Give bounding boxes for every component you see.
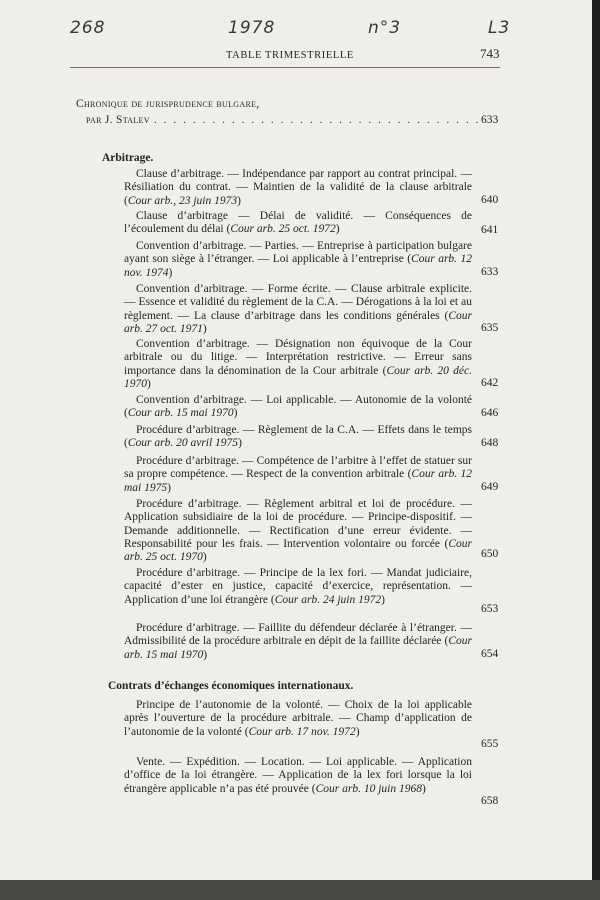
entry-page: 653 <box>481 603 499 615</box>
section-heading-arbitrage: Arbitrage. <box>102 152 154 164</box>
entry-text: Procédure d’arbitrage. — Règlement de la C.A. — Effets dans le temps <box>136 424 472 436</box>
entry-page: 646 <box>481 407 499 419</box>
entry-text: Principe de l’autonomie de la volonté. — Choix de la loi applicable après l’ouverture de la procédure arbitrale. — Champ d’application de l’autonomie de la volonté <box>124 699 472 738</box>
entry-page: 641 <box>481 224 499 236</box>
entry-citation: Cour arb. 15 mai 1970 <box>124 635 472 661</box>
entry-page: 654 <box>481 648 499 660</box>
handwritten-note-left: 268 <box>70 18 106 38</box>
scan-edge-bottom <box>0 880 600 900</box>
running-header-page-number: 743 <box>480 46 500 61</box>
entry-text: Procédure d’arbitrage. — Règlement arbitral et loi de procédure. — Application subsidiaire de la loi de procédure. — Principe-dispositif. — Demande additionnelle. — Rectification d’une erreur évidente. — Responsabilité pour les frais. — Intervention volontaire ou forcée <box>124 498 472 550</box>
entry-citation: Cour arb. 25 oct. 1972 <box>230 223 336 236</box>
entry-text: Vente. — Expédition. — Location. — Loi applicable. — Application d’office de la loi étrangère. — Application de la lex fori lorsque la loi étrangère applicable n’a pas été prouvée <box>124 756 472 795</box>
entry-page: 648 <box>481 437 499 449</box>
index-entry: Principe de l’autonomie de la volonté. — Choix de la loi applicable après l’ouverture de la procédure arbitrale. — Champ d’application de l’autonomie de la volonté (Cour arb. 17 nov. 1972) <box>124 699 472 738</box>
entry-citation: Cour arb. 12 mai 1975 <box>124 468 473 494</box>
entry-citation: Cour arb., 23 juin 1973 <box>127 194 238 207</box>
entry-page: 642 <box>481 377 499 389</box>
chronicle-author-line <box>86 114 482 126</box>
entry-page: 649 <box>481 481 499 493</box>
entry-page: 650 <box>481 548 499 560</box>
entry-page: 633 <box>481 266 499 278</box>
index-entry: Convention d’arbitrage. — Désignation non équivoque de la Cour arbitrale ou du litige. — Interprétation restrictive. — Erreur sans importance dans la dénomination de la Cour arbitrale (Cour arb. 20 déc. 1970) <box>124 338 472 390</box>
entry-text: Clause d’arbitrage. — Indépendance par rapport au contrat principal. — Résiliation du contrat. — Maintien de la validité de la clause arbitrale <box>124 168 472 194</box>
leader-dots <box>154 114 478 126</box>
entry-citation: Cour arb. 20 déc. 1970 <box>124 364 472 390</box>
entry-text: Convention d’arbitrage. — Parties. — Entreprise à participation bulgare ayant son siège à l’étranger. — Loi applicable à l’entreprise <box>124 240 472 266</box>
index-entry: Procédure d’arbitrage. — Compétence de l’arbitre à l’effet de statuer sur sa propre compétence. — Respect de la convention arbitrale (Cour arb. 12 mai 1975) <box>124 455 473 494</box>
header-divider <box>70 67 500 68</box>
entry-text: Procédure d’arbitrage. — Compétence de l’arbitre à l’effet de statuer sur sa propre compétence. — Respect de la convention arbitrale <box>124 455 472 481</box>
index-entry: Clause d’arbitrage — Délai de validité. — Conséquences de l’écoulement du délai (Cour arb. 25 oct. 1972) <box>124 210 472 236</box>
entry-text: Convention d’arbitrage. — Forme écrite. — Clause arbitrale explicite. — Essence et validité du règlement de la C.A. — Dérogations à la loi et au règlement. — La clause d’arbitrage dans les conditions générales <box>124 283 472 322</box>
index-entry: Procédure d’arbitrage. — Faillite du défendeur déclarée à l’étranger. — Admissibilité de la procédure arbitrale en dépit de la faillite déclarée (Cour arb. 15 mai 1970) <box>124 622 472 661</box>
index-entry: Procédure d’arbitrage. — Règlement de la C.A. — Effets dans le temps (Cour arb. 20 avril 1975) <box>124 424 472 450</box>
entry-citation: Cour arb. 12 nov. 1974 <box>124 253 473 279</box>
entry-citation: Cour arb. 15 mai 1970 <box>127 407 234 420</box>
section-heading-contrats: Contrats d’échanges économiques internationaux. <box>108 680 354 692</box>
running-header-title: TABLE TRIMESTRIELLE <box>226 50 354 61</box>
index-entry: Convention d’arbitrage. — Loi applicable. — Autonomie de la volonté (Cour arb. 15 mai 1970) <box>124 394 472 420</box>
entry-page: 655 <box>481 738 499 750</box>
chronicle-page: 633 <box>481 114 499 126</box>
entry-citation: Cour arb. 24 juin 1972 <box>274 593 382 606</box>
index-entry: Convention d’arbitrage. — Parties. — Entreprise à participation bulgare ayant son siège à l’étranger. — Loi applicable à l’entreprise (Cour arb. 12 nov. 1974) <box>124 240 473 279</box>
handwritten-note-right: L3 <box>488 18 511 38</box>
entry-text: Procédure d’arbitrage. — Principe de la lex fori. — Mandat judiciaire, capacité d’ester en justice, capacité d’exercice, représentation. — Application d’une loi étrangère <box>124 567 472 606</box>
entry-citation: Cour arb. 25 oct. 1970 <box>124 537 472 564</box>
entry-page: 658 <box>481 795 499 807</box>
index-entry: Procédure d’arbitrage. — Principe de la lex fori. — Mandat judiciaire, capacité d’ester en justice, capacité d’exercice, représentation. — Application d’une loi étrangère (Cour arb. 24 juin 1972) <box>124 567 472 606</box>
handwritten-note-year: 1978 <box>228 18 276 38</box>
index-entry: Vente. — Expédition. — Location. — Loi applicable. — Application d’office de la loi étrangère. — Application de la lex fori lorsque la loi étrangère applicable n’a pas été prouvée (Cour arb. 10 juin 1968) <box>124 756 472 795</box>
scan-edge-right <box>592 0 600 900</box>
entry-citation: Cour arb. 17 nov. 1972 <box>248 725 356 738</box>
entry-page: 635 <box>481 322 499 334</box>
index-entry: Clause d’arbitrage. — Indépendance par rapport au contrat principal. — Résiliation du contrat. — Maintien de la validité de la clause arbitrale (Cour arb., 23 juin 1973) <box>124 168 472 207</box>
index-entry: Procédure d’arbitrage. — Règlement arbitral et loi de procédure. — Application subsidiaire de la loi de procédure. — Principe-dispositif. — Demande additionnelle. — Rectification d’une erreur évidente. — Responsabilité pour les frais. — Intervention volontaire ou forcée (Cour arb. 25 oct. 1970) <box>124 498 472 564</box>
chronicle-title: Chronique de jurisprudence bulgare, <box>76 98 260 110</box>
entry-citation: Cour arb. 27 oct. 1971 <box>124 309 472 335</box>
entry-text: Clause d’arbitrage — Délai de validité. — Conséquences de l’écoulement du délai <box>124 210 472 236</box>
entry-text: Convention d’arbitrage. — Désignation non équivoque de la Cour arbitrale ou du litige. — Interprétation restrictive. — Erreur sans importance dans la dénomination de la Cour arbitrale <box>124 338 472 377</box>
handwritten-note-issue: n°3 <box>368 18 402 38</box>
index-entry: Convention d’arbitrage. — Forme écrite. — Clause arbitrale explicite. — Essence et validité du règlement de la C.A. — Dérogations à la loi et au règlement. — La clause d’arbitrage dans les conditions générales (Cour arb. 27 oct. 1971) <box>124 283 472 335</box>
entry-text: Procédure d’arbitrage. — Faillite du défendeur déclarée à l’étranger. — Admissibilité de la procédure arbitrale en dépit de la faillite déclarée <box>124 622 472 648</box>
entry-citation: Cour arb. 20 avril 1975 <box>127 437 239 450</box>
chronicle-author: par J. Stalev <box>86 114 150 126</box>
entry-page: 640 <box>481 194 499 206</box>
entry-text: Convention d’arbitrage. — Loi applicable. — Autonomie de la volonté <box>136 394 472 406</box>
entry-citation: Cour arb. 10 juin 1968 <box>315 782 422 795</box>
